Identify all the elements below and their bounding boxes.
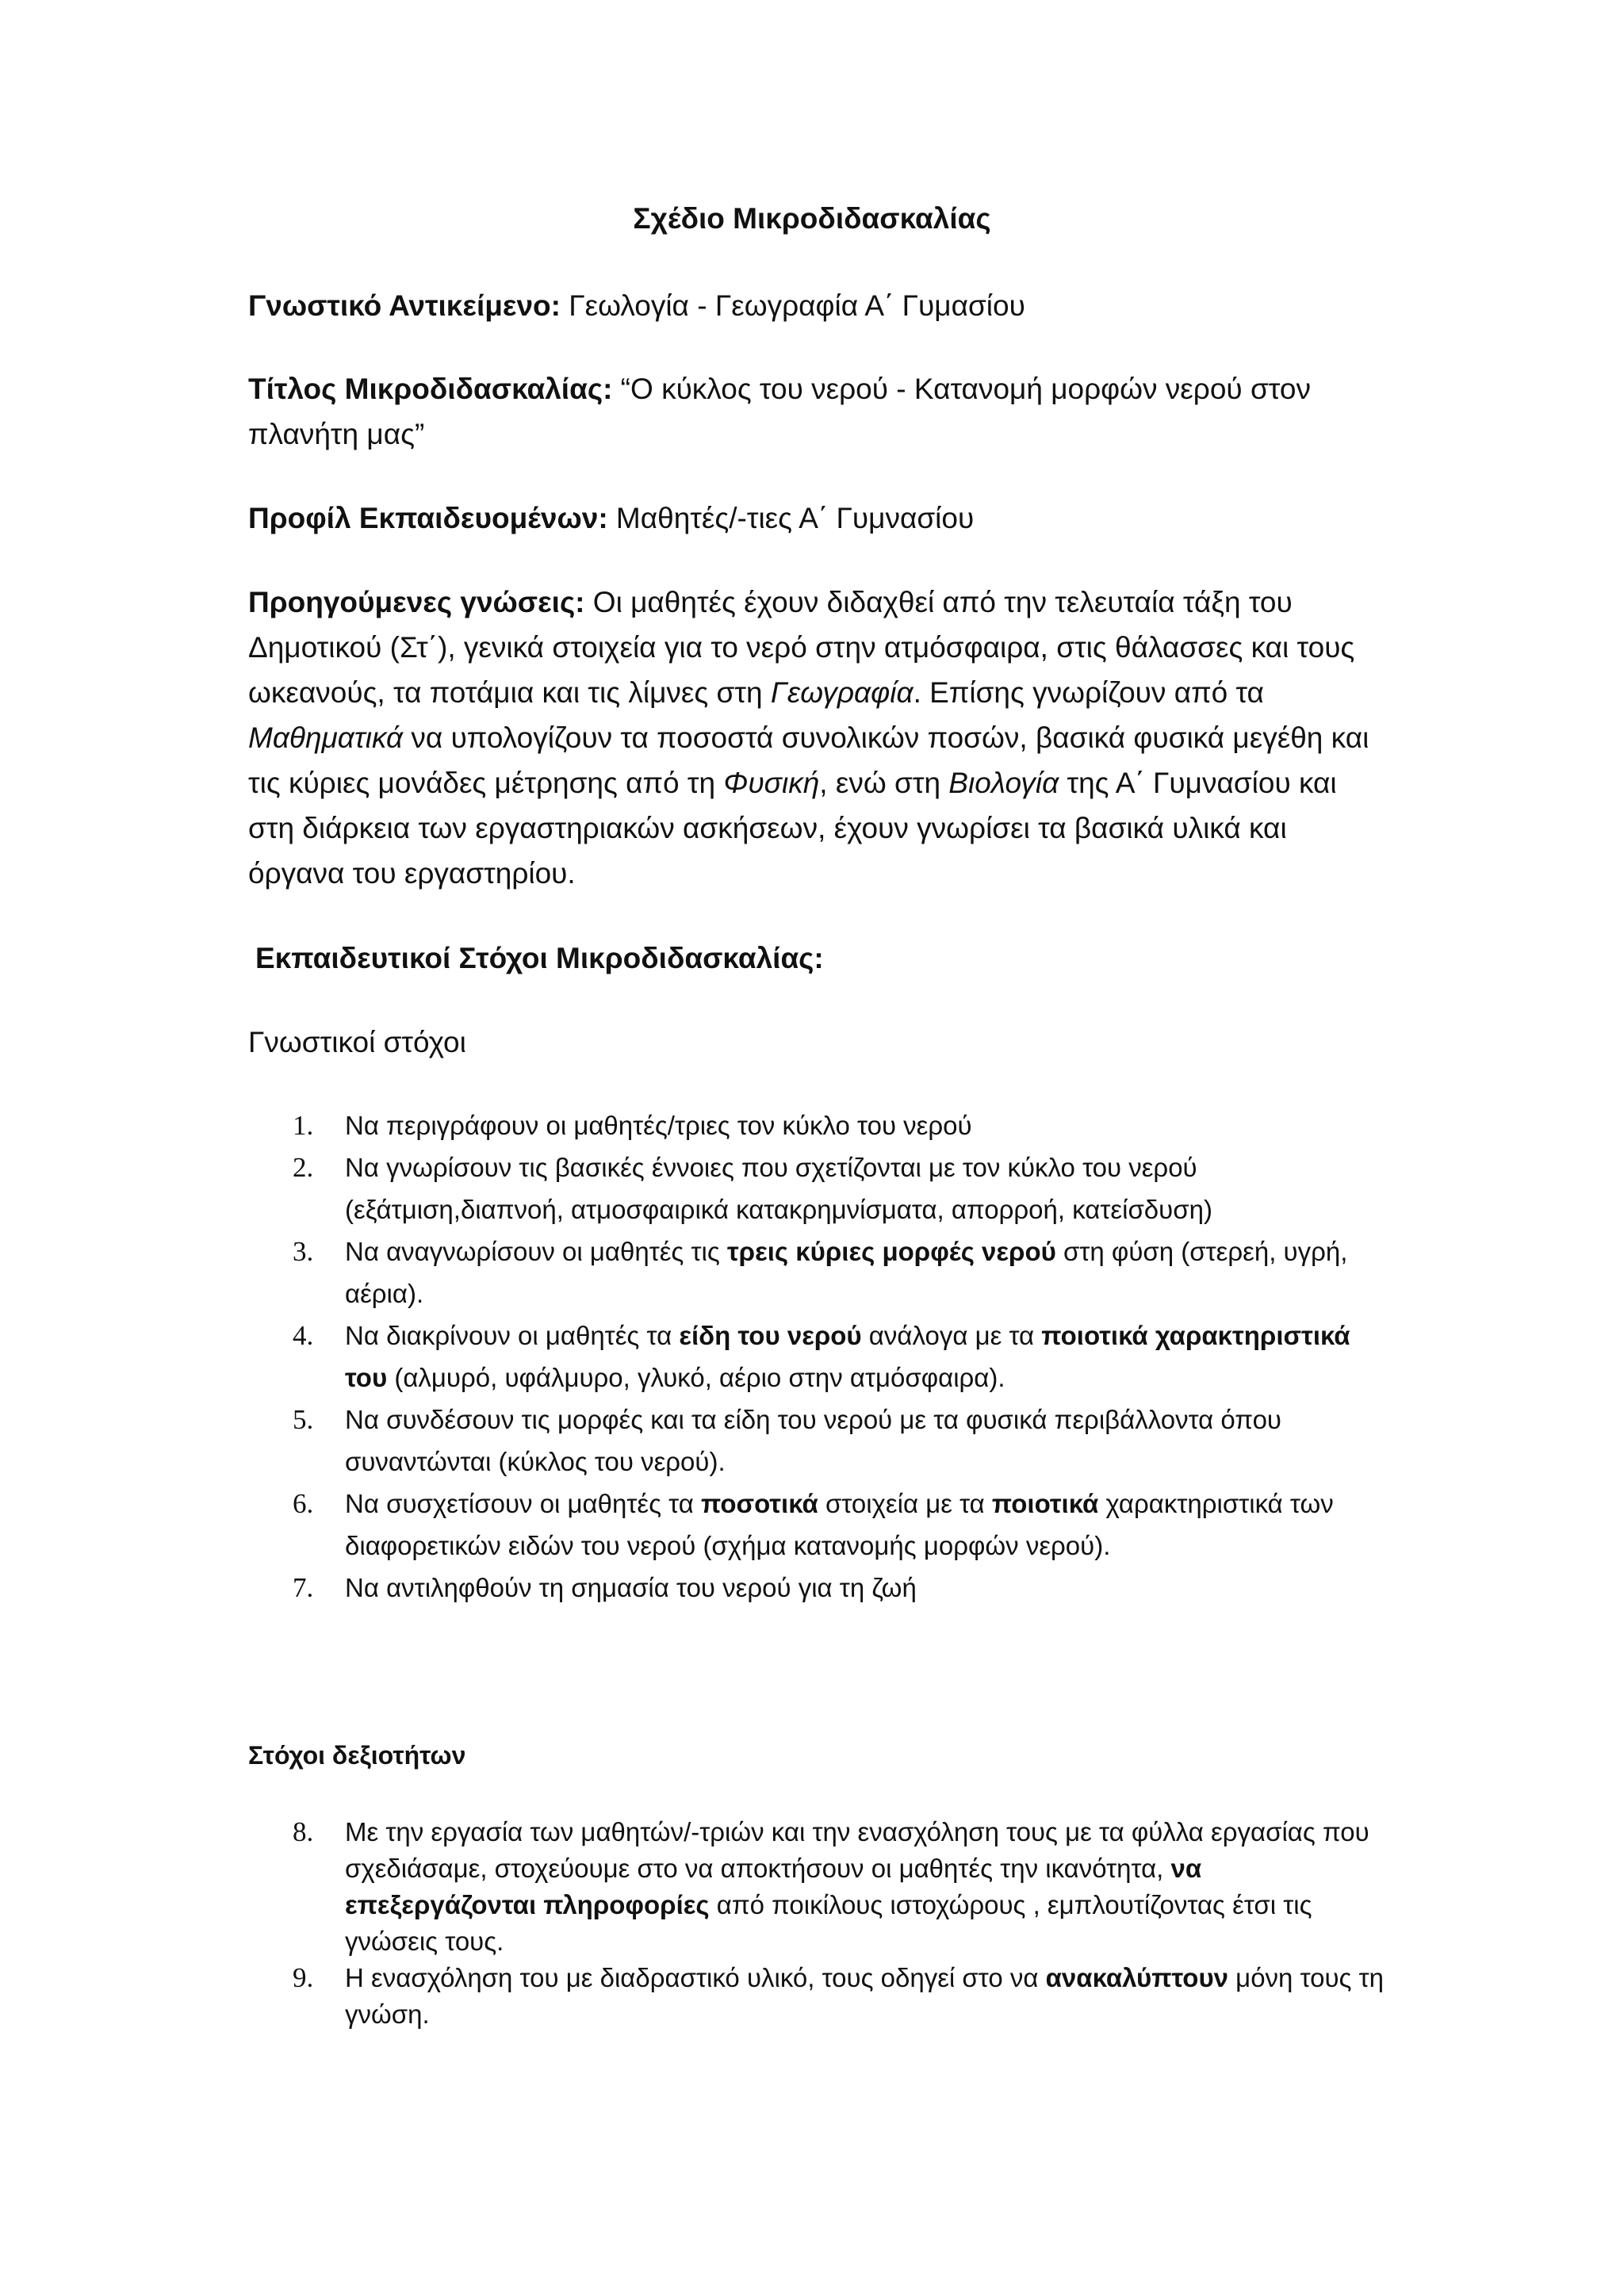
learner-profile-label: Προφίλ Εκπαιδευομένων:: [248, 502, 608, 534]
list-item: [248, 1146, 1390, 1230]
subject-biology: Βιολογία: [948, 767, 1059, 799]
list-number: 8.: [293, 1816, 314, 1847]
cognitive-heading: Γνωστικοί στόχοι: [248, 1026, 466, 1058]
skills-heading: Στόχοι δεξιοτήτων: [248, 1741, 466, 1770]
list-item: [248, 1314, 1390, 1399]
document-title: Σχέδιο Μικροδιδασκαλίας: [633, 202, 991, 235]
list-item-emphasis: να επεξεργάζονται πληροφορίες: [345, 1854, 1202, 1919]
list-number: 1.: [293, 1110, 314, 1141]
list-number: 5.: [293, 1404, 314, 1435]
list-item-text: Με την εργασία των μαθητών/-τριών και την ενασχόληση τους με τα φύλλα εργασίας που σχεδιάσαμε, στοχεύουμε στο να αποκτήσουν οι μαθητές την ικανότητα,: [345, 1817, 1369, 1883]
list-number: 7.: [293, 1572, 314, 1603]
list-item-text: στη φύση (στερεή, υγρή, αέρια).: [345, 1237, 1348, 1308]
prior-knowledge-text-1: Οι μαθητές έχουν διδαχθεί από την τελευταία τάξη του Δημοτικού (Στ΄), γενικά στοιχεία για το νερό στην ατμόσφαιρα, στις θάλασσες και τους ωκεανούς, τα ποτάμια και τις λίμνες στη: [248, 586, 1355, 709]
prior-knowledge-text-2: . Επίσης γνωρίζουν από τα: [913, 676, 1264, 709]
learner-profile-line: [248, 496, 1390, 541]
list-number: 6.: [293, 1488, 314, 1519]
objectives-heading: [255, 936, 1397, 981]
list-item-text: Να αντιληφθούν τη σημασία του νερού για τη ζωή: [345, 1573, 917, 1602]
lesson-title-value: “Ο κύκλος του νερού - Κατανομή μορφών νερού στον πλανήτη μας”: [248, 373, 1311, 450]
list-item-text: Η ενασχόληση του με διαδραστικό υλικό, τους οδηγεί στο να: [345, 1963, 1046, 1992]
list-item-text: μόνη τους τη γνώση.: [345, 1963, 1385, 2029]
lesson-title-line: [248, 366, 1390, 457]
list-item: [248, 1104, 1390, 1146]
list-item-text: Να γνωρίσουν τις βασικές έννοιες που σχετίζονται με τον κύκλο του νερού (εξάτμιση,διαπνοή, ατμοσφαιρικά κατακρημνίσματα, απορροή, κατείσδυση): [345, 1153, 1212, 1224]
learner-profile-value: Μαθητές/-τιες Α΄ Γυμνασίου: [607, 502, 975, 534]
prior-knowledge-text-4: , ενώ στη: [819, 767, 949, 799]
list-number: 3.: [293, 1236, 314, 1267]
list-item-emphasis: ανακαλύπτουν: [1045, 1963, 1229, 1992]
list-item-emphasis: ποιοτικά χαρακτηριστικά του: [345, 1321, 1350, 1392]
subject-physics: Φυσική: [723, 767, 820, 799]
subject-value: Γεωλογία - Γεωγραφία Α΄ Γυμασίου: [560, 289, 1025, 322]
list-item-text: από ποικίλους ιστοχώρους , εμπλουτίζοντας έτσι τις γνώσεις τους.: [345, 1890, 1312, 1956]
list-item-text: χαρακτηριστικά των διαφορετικών ειδών του νερού (σχήμα κατανομής μορφών νερού).: [345, 1489, 1334, 1560]
list-item-emphasis: ποσοτικά: [700, 1489, 818, 1518]
objectives-heading-text: Εκπαιδευτικοί Στόχοι Μικροδιδασκαλίας:: [255, 942, 824, 974]
cognitive-goals-list: [248, 1104, 1390, 1609]
list-item-text: (αλμυρό, υφάλμυρο, γλυκό, αέριο στην ατμόσφαιρα).: [387, 1363, 1005, 1392]
lesson-title-label: Τίτλος Μικροδιδασκαλίας:: [248, 373, 613, 405]
list-item-text: ανάλογα με τα: [861, 1321, 1042, 1350]
list-item: [248, 1814, 1390, 1960]
list-item: [248, 1399, 1390, 1483]
prior-knowledge-text-5: της Α΄ Γυμνασίου και στη διάρκεια των εργαστηριακών ασκήσεων, έχουν γνωρίσει τα βασικά υλικά και όργανα του εργαστηρίου.: [248, 767, 1337, 890]
subject-label: Γνωστικό Αντικείμενο:: [248, 289, 561, 322]
list-item-text: Να αναγνωρίσουν οι μαθητές τις: [345, 1237, 727, 1266]
list-number: 4.: [293, 1320, 314, 1351]
list-item-text: Να συνδέσουν τις μορφές και τα είδη του νερού με τα φυσικά περιβάλλοντα όπου συναντώνται (κύκλος του νερού).: [345, 1405, 1281, 1476]
prior-knowledge-paragraph: [248, 580, 1390, 896]
list-item-emphasis: τρεις κύριες μορφές νερού: [726, 1237, 1056, 1266]
list-item-text: Να περιγράφουν οι μαθητές/τριες τον κύκλο του νερού: [345, 1111, 972, 1140]
list-item: [248, 1230, 1390, 1314]
list-item-emphasis: ποιοτικά: [991, 1489, 1099, 1518]
list-item: [248, 1567, 1390, 1609]
prior-knowledge-label: Προηγούμενες γνώσεις:: [248, 586, 585, 618]
list-number: 2.: [293, 1152, 314, 1183]
list-item-text: Να συσχετίσουν οι μαθητές τα: [345, 1489, 701, 1518]
list-item-text: στοιχεία με τα: [818, 1489, 992, 1518]
list-item-emphasis: είδη του νερού: [679, 1321, 862, 1350]
subject-geography: Γεωγραφία: [770, 676, 914, 709]
list-item-text: Να διακρίνουν οι μαθητές τα: [345, 1321, 680, 1350]
subject-line: [248, 283, 1390, 328]
subject-mathematics: Μαθηματικά: [248, 721, 404, 754]
skills-goals-list: [248, 1814, 1390, 2033]
list-number: 9.: [293, 1962, 314, 1993]
list-item: [248, 1483, 1390, 1567]
prior-knowledge-text-3: να υπολογίζουν τα ποσοστά συνολικών ποσών, βασικά φυσικά μεγέθη και τις κύριες μονάδες μέτρησης από τη: [248, 721, 1369, 799]
list-item: [248, 1960, 1390, 2033]
